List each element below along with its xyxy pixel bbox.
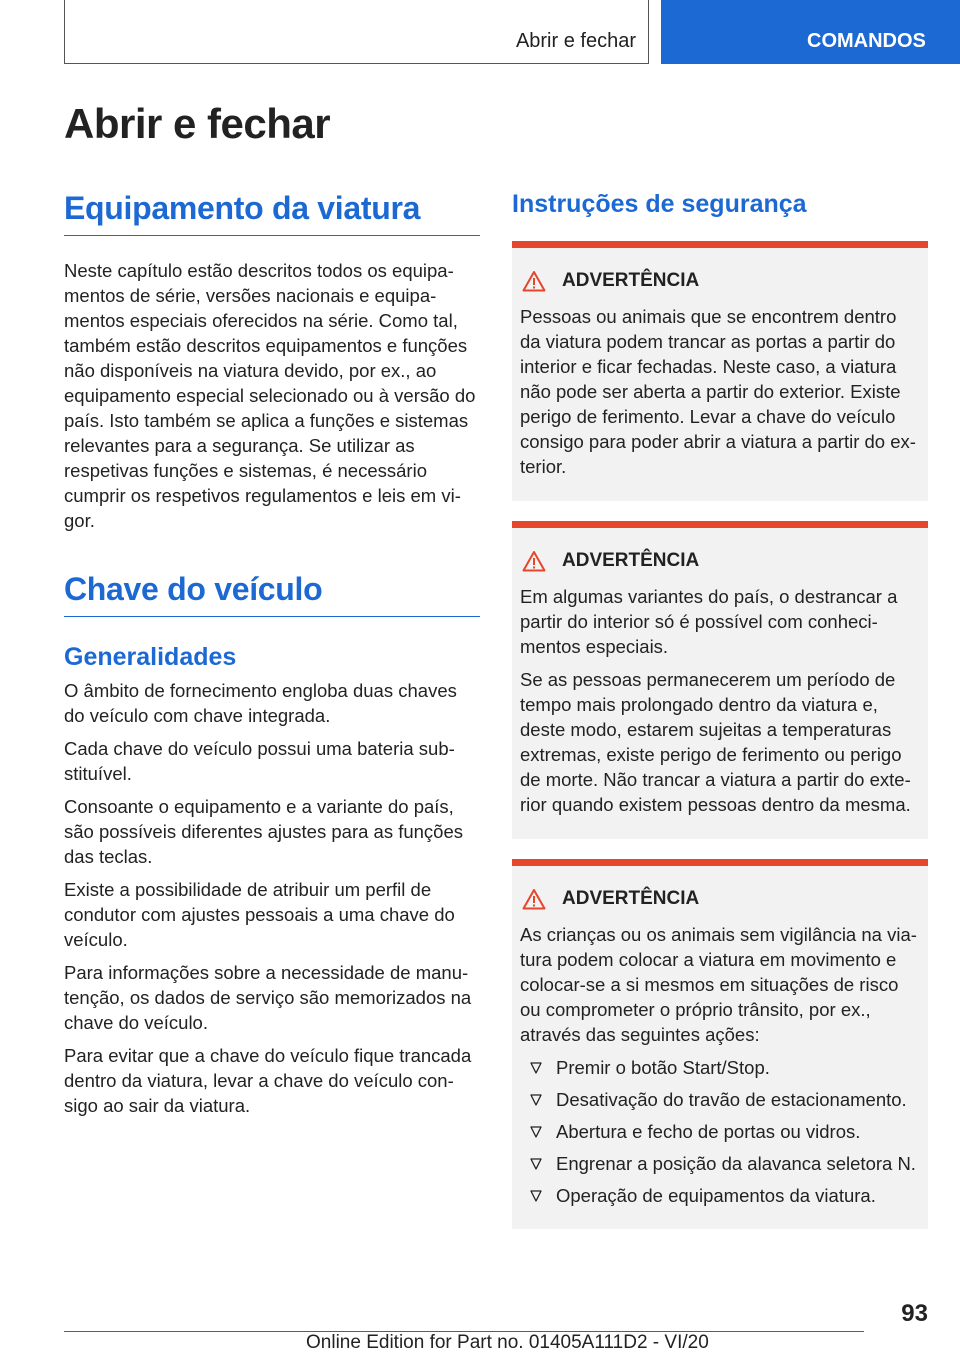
warning-box — [512, 241, 928, 501]
warning-triangle-icon — [522, 550, 546, 572]
header-chapter-tab: COMANDOS — [661, 0, 960, 64]
warning-title — [522, 270, 920, 292]
paragraph: Consoante o equipamento e a variante do país, são possíveis diferentes ajustes para as funções das teclas. — [64, 796, 464, 867]
list-item: Engrenar a posição da alavanca seletora N. — [520, 1151, 920, 1176]
edition-note: Online Edition for Part no. 01405A111D2 - VI/20 — [306, 1332, 709, 1353]
list-item: Premir o botão Start/Stop. — [520, 1055, 920, 1080]
equipment-heading: Equipamento da viatura — [64, 190, 480, 236]
warning-box — [512, 521, 928, 839]
warning-text: As crianças ou os animais sem vigilância na viatura podem colocar a viatura em movimento e colocar-se a si mesmos em situações de risco ou comprometer o próprio trânsito, por ex., através das seguintes ações: — [520, 924, 917, 1045]
paragraph: Para evitar que a chave do veículo fique trancada dentro da viatura, levar a chave do veículo consigo ao sair da viatura. — [64, 1045, 472, 1116]
warning-box — [512, 859, 928, 1229]
warning-text: Em algumas variantes do país, o destrancar a partir do interior só é possível com conhecimentos especiais. — [520, 586, 898, 657]
right-column — [512, 190, 928, 1229]
bullet-triangle-icon — [530, 1190, 542, 1202]
paragraph: Para informações sobre a necessidade de manutenção, os dados de serviço são memorizados na chave do veículo. — [64, 962, 472, 1033]
general-heading: Generalidades — [64, 643, 237, 671]
left-column — [64, 190, 480, 1126]
bullet-triangle-icon — [530, 1126, 542, 1138]
warning-title — [522, 550, 920, 572]
warning-triangle-icon — [522, 888, 546, 910]
list-item: Abertura e fecho de portas ou vidros. — [520, 1119, 920, 1144]
bullet-triangle-icon — [530, 1062, 542, 1074]
header-section-box — [64, 0, 649, 64]
vehicle-key-heading: Chave do veículo — [64, 571, 480, 617]
paragraph: Cada chave do veículo possui uma bateria substituível. — [64, 738, 455, 784]
warning-text: Pessoas ou animais que se encontrem dentro da viatura podem trancar as portas a partir do interior e ficar fechadas. Neste caso, a viatura não pode ser aberta a partir do exterior. Existe perigo de ferimento. Levar a chave do veículo consigo para poder abrir a viatura a partir do exterior. — [520, 306, 916, 477]
warning-title-text: ADVERTÊNCIA — [562, 888, 700, 909]
paragraph: Existe a possibilidade de atribuir um perfil de condutor com ajustes pessoais a uma chave do veículo. — [64, 879, 455, 950]
warning-triangle-icon — [522, 270, 546, 292]
bullet-triangle-icon — [530, 1094, 542, 1106]
list-item: Desativação do travão de estacionamento. — [520, 1087, 920, 1112]
warning-title-text: ADVERTÊNCIA — [562, 550, 700, 571]
equipment-text: Neste capítulo estão descritos todos os equipamentos de série, versões nacionais e equipamentos especiais oferecidos na série. Como tal, também estão descritos equipamentos e funções não disponíveis na viatura devido, por ex., ao equipamento especial selecionado ou à versão do país. Isto também se aplica a funções e sistemas relevantes para a segurança. Se utilizar as respetivas funções e sistemas, é necessário cumprir os respetivos regulamentos e leis em vigor. — [64, 260, 476, 531]
warning-text: Se as pessoas permanecerem um período de tempo mais prolongado dentro da viatura e, deste modo, estarem sujeitas a temperaturas extremas, existe perigo de ferimento ou perigo de morte. Não trancar a viatura a partir do exterior quando existem pessoas dentro da mesma. — [520, 669, 911, 815]
warning-title-text: ADVERTÊNCIA — [562, 270, 700, 291]
safety-heading: Instruções de segurança — [512, 190, 807, 218]
list-item: Operação de equipamentos da viatura. — [520, 1183, 920, 1208]
header-section-label: Abrir e fechar — [515, 30, 636, 52]
page-title: Abrir e fechar — [64, 100, 331, 147]
paragraph: O âmbito de fornecimento engloba duas chaves do veículo com chave integrada. — [64, 680, 457, 726]
page-number: 93 — [901, 1300, 928, 1327]
warning-title — [522, 888, 920, 910]
bullet-triangle-icon — [530, 1158, 542, 1170]
action-list — [520, 1055, 920, 1208]
